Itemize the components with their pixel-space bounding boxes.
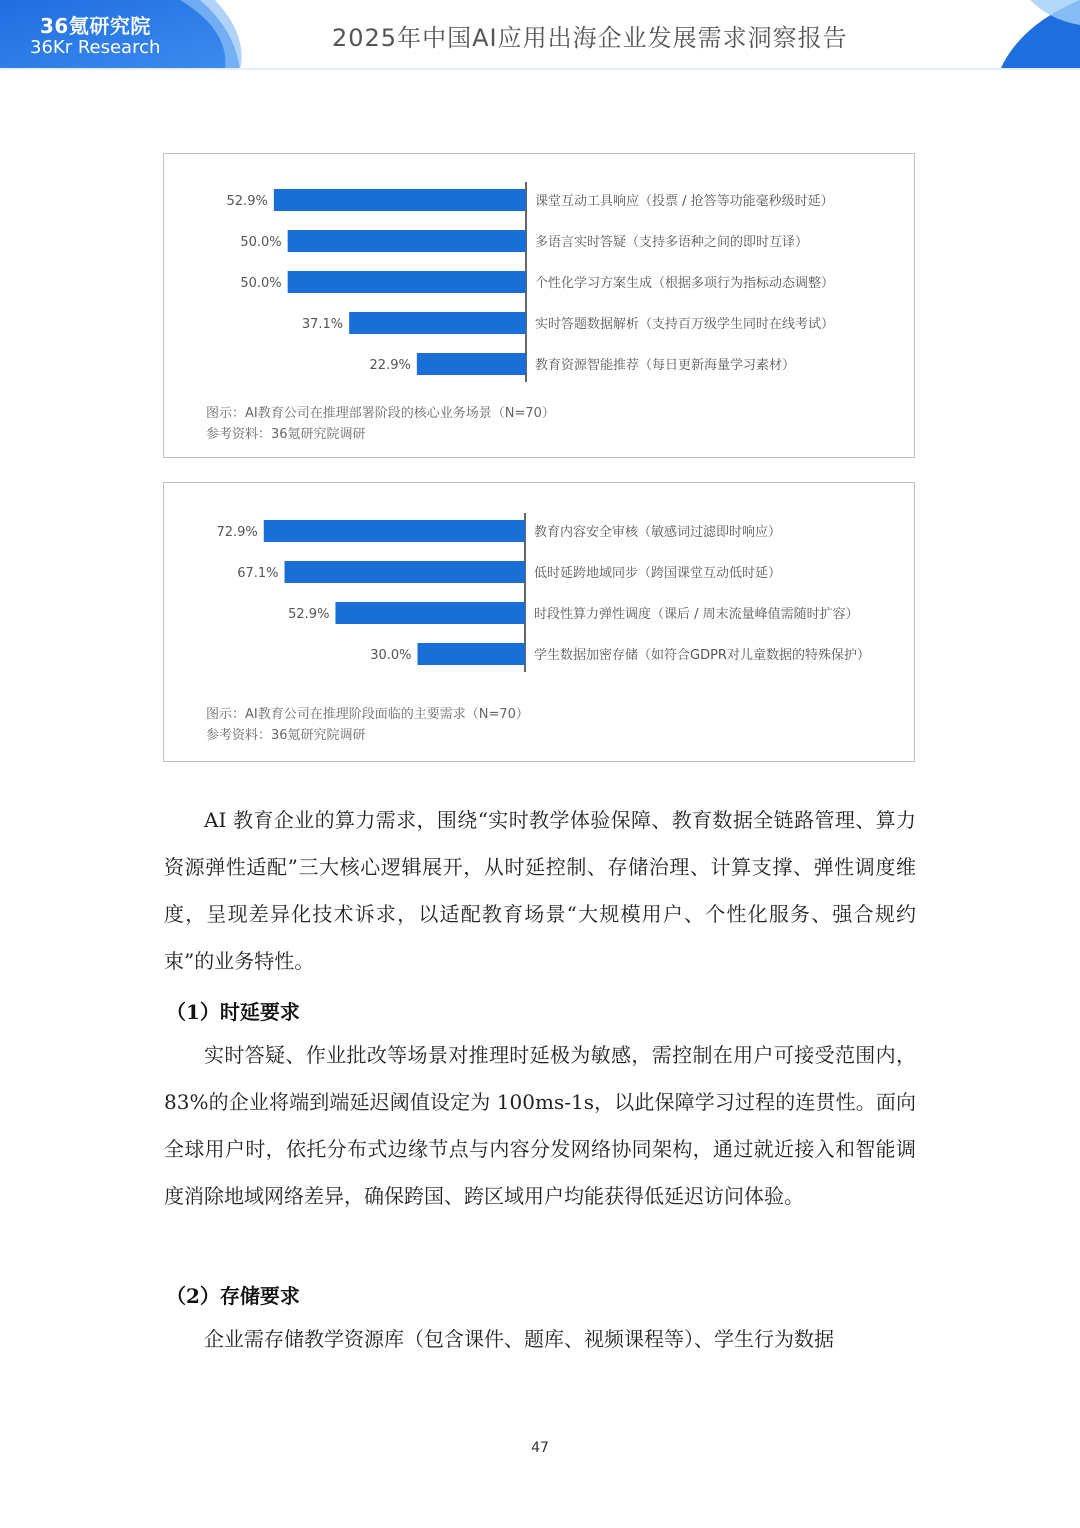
category-label: 教育内容安全审核（敏感词过滤即时响应） [534, 525, 782, 540]
section-heading-latency: （1）时延要求 [166, 1000, 300, 1024]
page-header [0, 0, 1080, 70]
category-label: 教育资源智能推荐（每日更新海量学习素材） [535, 358, 796, 373]
report-title: 2025年中国AI应用出海企业发展需求洞察报告 [332, 24, 848, 52]
bar-value-label: 50.0% [240, 235, 282, 250]
bar-value-label: 52.9% [288, 607, 330, 622]
bar [335, 602, 525, 624]
category-label: 低时延跨地域同步（跨国课堂互动低时延） [534, 566, 782, 581]
bar-chart-main-demands [164, 483, 916, 693]
bar [418, 643, 526, 665]
bar-value-label: 72.9% [216, 525, 258, 540]
bar-value-label: 52.9% [226, 194, 268, 209]
brand-name-cn: 36氪研究院 [40, 14, 151, 38]
bar-value-label: 37.1% [301, 317, 344, 332]
section-heading-storage: （2）存储要求 [166, 1284, 300, 1308]
body-paragraph-intro: AI 教育企业的算力需求，围绕“实时教学体验保障、教育数据全链路管理、算力资源弹性适配”三大核心逻辑展开，从时延控制、存储治理、计算支撑、弹性调度维度，呈现差异化技术诉求，以适配教育场景“大规模用户、个性化服务、强合规约束”的业务特性。 [164, 808, 916, 973]
bar [349, 312, 526, 334]
page-number: 47 [531, 1440, 549, 1456]
bar [417, 353, 526, 375]
corner-decoration [990, 0, 1080, 70]
figure-main-demands [163, 482, 915, 762]
figure-caption: 图示：AI教育公司在推理部署阶段的核心业务场景（N=70） [206, 406, 555, 421]
bar [264, 520, 525, 542]
body-paragraph-latency: 实时答疑、作业批改等场景对推理时延极为敏感，需控制在用户可接受范围内，83%的企业将端到端延迟阈值设定为 100ms-1s，以此保障学习过程的连贯性。面向全球用户时，依托分布式边缘节点与内容分发网络协同架构，通过就近接入和智能调度消除地域网络差异，确保跨国、跨区域用户均能获得低延迟访问体验。 [164, 1043, 916, 1208]
figure-source: 参考资料：36氪研究院调研 [206, 728, 366, 743]
header-divider [0, 68, 1080, 70]
bar-value-label: 30.0% [370, 648, 412, 663]
bar [288, 230, 526, 252]
category-label: 时段性算力弹性调度（课后 / 周末流量峰值需随时扩容） [534, 607, 859, 622]
category-label: 课堂互动工具响应（投票 / 抢答等功能毫秒级时延） [535, 194, 834, 209]
bar [288, 271, 526, 293]
figure-source: 参考资料：36氪研究院调研 [206, 427, 366, 442]
bar-value-label: 50.0% [240, 276, 282, 291]
bar-value-label: 67.1% [237, 566, 279, 581]
category-label: 实时答题数据解析（支持百万级学生同时在线考试） [535, 317, 835, 332]
bar-value-label: 22.9% [369, 358, 411, 373]
bar [274, 189, 526, 211]
category-label: 多语言实时答疑（支持多语种之间的即时互译） [535, 235, 809, 250]
bar-chart-core-scenarios [164, 154, 916, 404]
category-label: 学生数据加密存储（如符合GDPR对儿童数据的特殊保护） [534, 648, 870, 663]
brand-name-en: 36Kr Research [30, 37, 161, 58]
category-label: 个性化学习方案生成（根据多项行为指标动态调整） [535, 276, 835, 291]
body-paragraph-storage: 企业需存储教学资源库（包含课件、题库、视频课程等）、学生行为数据 [204, 1327, 834, 1351]
figure-caption: 图示：AI教育公司在推理阶段面临的主要需求（N=70） [206, 707, 529, 722]
bar [285, 561, 525, 583]
figure-core-scenarios [163, 153, 915, 458]
